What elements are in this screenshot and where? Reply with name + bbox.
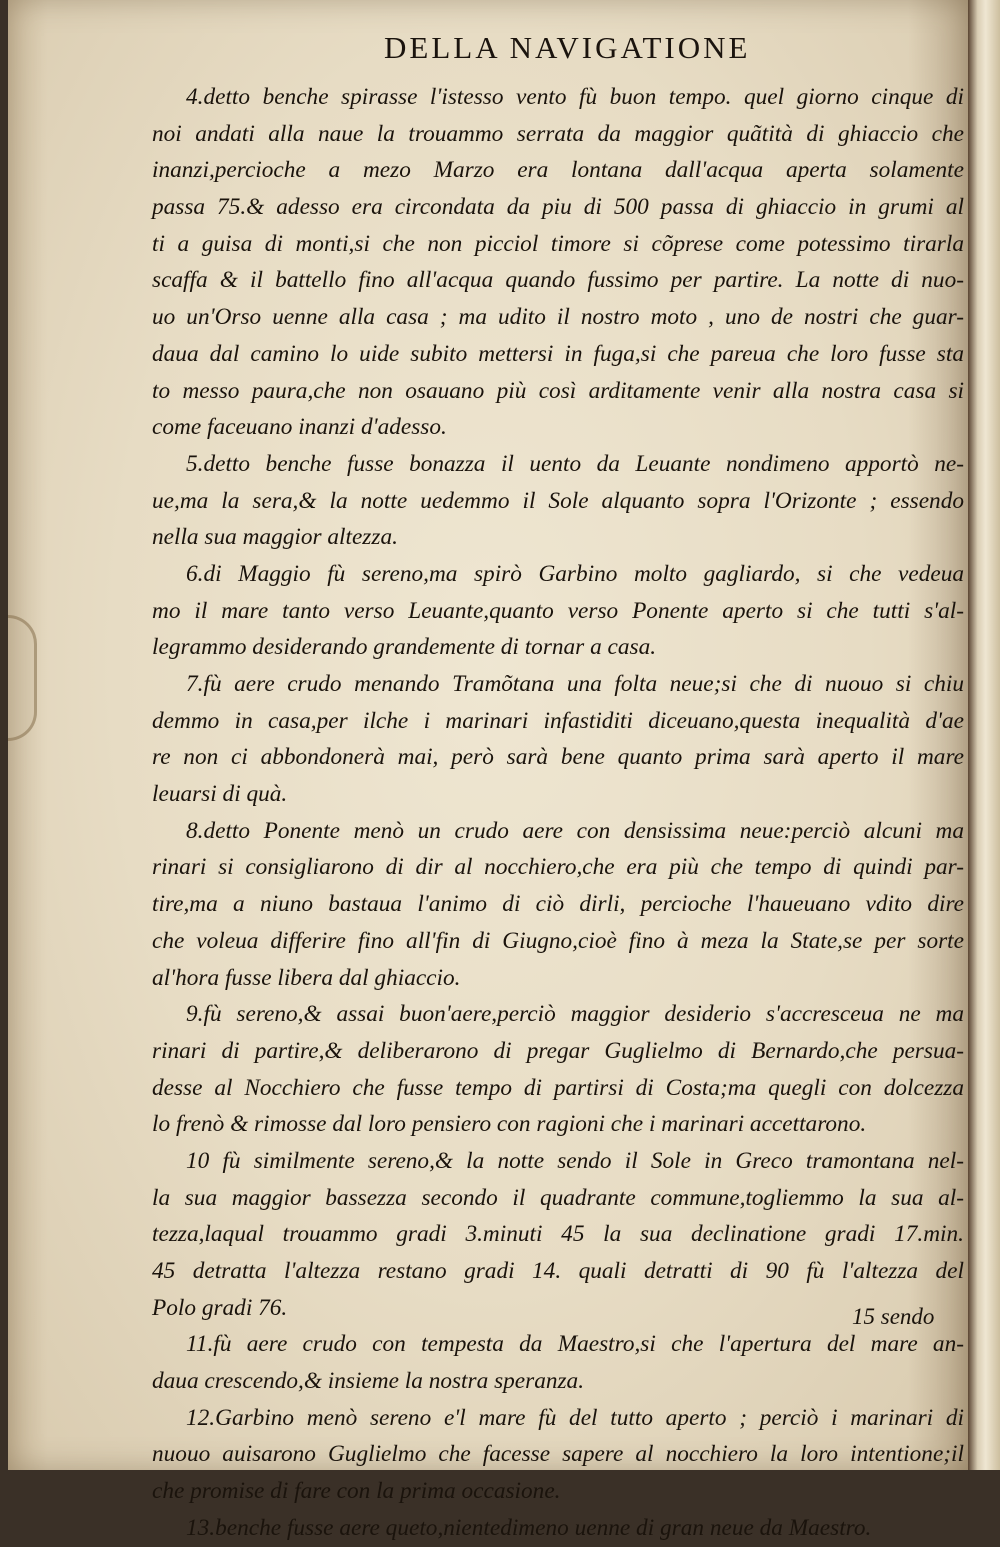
text-line: che voleua differire fino all'fin di Giugno,cioè fino à meza la State,se per sorte (152, 927, 964, 954)
text-line: nuouo auisarono Guglielmo che facesse sapere al nocchiero la loro intentione;il (152, 1441, 964, 1468)
catchword: 15 sendo (852, 1304, 935, 1329)
clasp-mark (8, 615, 37, 741)
text-line: Polo gradi 76. (152, 1294, 288, 1321)
facing-page-edge (968, 0, 1000, 1470)
text-line: ue,ma la sera,& la notte uedemmo il Sole alquanto sopra l'Orizonte ; essendo (152, 487, 964, 514)
text-line: scaffa & il battello fino all'acqua quando fussimo per partire. La notte di nuo- (152, 267, 964, 294)
text-line: al'hora fusse libera dal ghiaccio. (152, 964, 461, 991)
text-line: demmo in casa,per ilche i marinari infastiditi diceuano,questa inequalità d'ae (152, 707, 964, 734)
text-line: rinari si consigliarono di dir al nocchiero,che era più che tempo di quindi par- (152, 854, 964, 881)
text-line: re non ci abbondonerà mai, però sarà bene quanto prima sarà aperto il mare (152, 744, 964, 771)
text-line: nella sua maggior altezza. (152, 524, 398, 551)
text-line: che promise di fare con la prima occasione. (152, 1478, 561, 1505)
paragraph-first-line: 5.detto benche fusse bonazza il uento da Leuante nondimeno apportò ne- (186, 450, 964, 477)
text-line: daua crescendo,& insieme la nostra speranza. (152, 1368, 585, 1395)
paragraph-first-line: 9.fù sereno,& assai buon'aere,perciò maggior desiderio s'accresceua ne ma (186, 1001, 964, 1028)
text-line: passa 75.& adesso era circondata da piu di 500 passa di ghiaccio in grumi al (152, 194, 964, 221)
text-line: to messo paura,che non osauano più così arditamente venir alla nostra casa si (152, 377, 964, 404)
text-line: come faceuano inanzi d'adesso. (152, 414, 447, 441)
text-line: legrammo desiderando grandemente di tornar a casa. (152, 634, 657, 661)
paragraph-first-line: 7.fù aere crudo menando Tramõtana una folta neue;si che di nuouo si chiu (186, 671, 964, 697)
paragraph-first-line: 12.Garbino menò sereno e'l mare fù del tutto aperto ; perciò i marinari di (186, 1404, 964, 1431)
text-line: tezza,laqual trouammo gradi 3.minuti 45 la sua declinatione gradi 17.min. (152, 1221, 964, 1248)
text-line: tire,ma a niuno bastaua l'animo di ciò dirli, percioche l'haueuano vdito dire (152, 891, 964, 918)
paragraph-first-line: 10 fù similmente sereno,& la notte sendo il Sole in Greco tramontana nel- (186, 1147, 964, 1174)
text-line: la sua maggior bassezza secondo il quadrante commune,togliemmo la sua al- (152, 1184, 964, 1211)
text-line: mo il mare tanto verso Leuante,quanto verso Ponente aperto si che tutti s'al- (152, 597, 964, 624)
running-header: DELLA NAVIGATIONE (384, 30, 751, 65)
text-line: noi andati alla naue la trouammo serrata da maggior quãtità di ghiaccio che (152, 120, 964, 147)
text-line: daua dal camino lo uide subito mettersi in fuga,si che pareua che loro fusse sta (152, 340, 964, 367)
paragraph-first-line: 8.detto Ponente menò un crudo aere con densissima neue:perciò alcuni ma (186, 817, 964, 844)
text-line: inanzi,percioche a mezo Marzo era lontana dall'acqua aperta solamente (152, 157, 964, 184)
paragraph-first-line: 4.detto benche spirasse l'istesso vento fù buon tempo. quel giorno cinque di (186, 84, 964, 110)
text-line: lo frenò & rimosse dal loro pensiero con ragioni che i marinari accettarono. (152, 1111, 867, 1138)
body-text (152, 79, 964, 1547)
text-line: desse al Nocchiero che fusse tempo di partirsi di Costa;ma quegli con dolcezza (152, 1074, 964, 1101)
text-line: 45 detratta l'altezza restano gradi 14. quali detratti di 90 fù l'altezza del (152, 1258, 964, 1284)
paragraph-first-line: 11.fù aere crudo con tempesta da Maestro,si che l'apertura del mare an- (186, 1331, 964, 1358)
paragraph-first-line: 13.benche fusse aere queto,nientedimeno uenne di gran neue da Maestro. (186, 1514, 872, 1541)
text-line: ti a guisa di monti,si che non picciol timore si cõprese come potessimo tirarla (152, 230, 964, 257)
text-line: leuarsi di quà. (152, 781, 288, 808)
text-line: uo un'Orso uenne alla casa ; ma udito il nostro moto , uno de nostri che guar- (152, 304, 964, 331)
text-line: rinari di partire,& deliberarono di pregar Guglielmo di Bernardo,che persua- (152, 1037, 964, 1064)
paragraph-first-line: 6.di Maggio fù sereno,ma spirò Garbino molto gagliardo, si che vedeua (186, 560, 964, 587)
